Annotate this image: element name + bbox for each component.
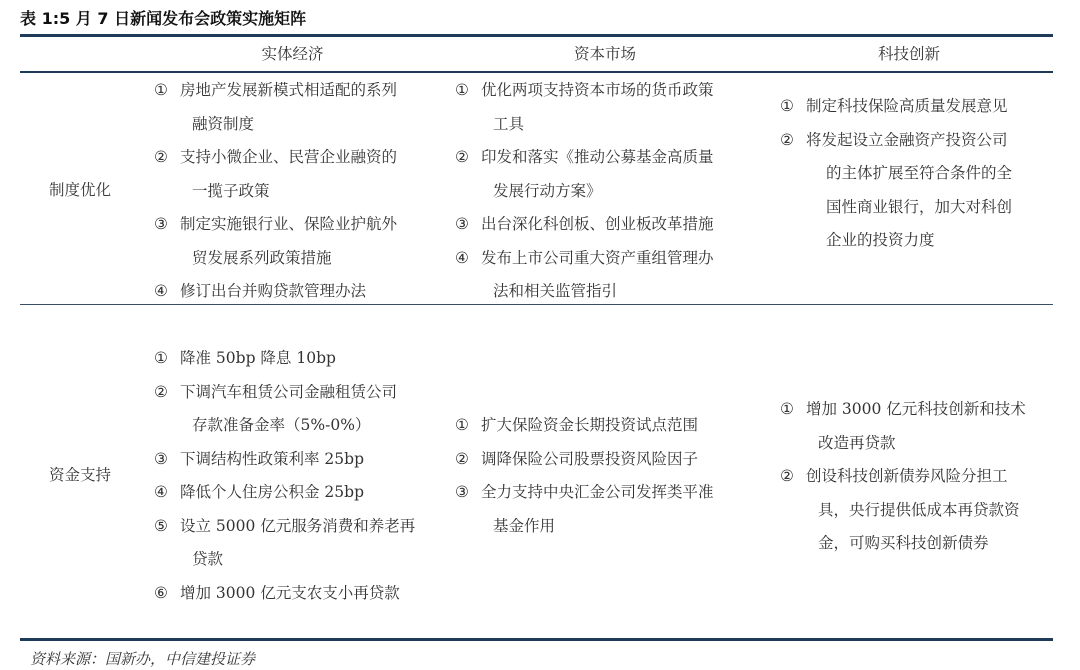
list-item [154, 208, 444, 275]
item-text-line: 将发起设立金融资产投资公司 [806, 130, 1008, 149]
list-item [455, 409, 760, 443]
item-text-line: 印发和落实《推动公募基金高质量 [481, 148, 714, 166]
item-number: ② [455, 148, 469, 166]
cell-institutional-capital-market [455, 74, 760, 309]
item-text-line: 一揽子政策 [192, 181, 270, 200]
list-item [780, 460, 1048, 561]
item-text-line: 的主体扩展至符合条件的全 [826, 164, 1013, 182]
item-text-line: 法和相关监管指引 [493, 282, 618, 300]
item-text-line: 调降保险公司股票投资风险因子 [481, 449, 699, 468]
item-number: ② [455, 449, 469, 468]
item-number: ⑤ [154, 516, 168, 535]
column-header-capital-market: 资本市场 [573, 45, 636, 63]
cell-institutional-tech-innovation [780, 90, 1045, 258]
item-text-line: 企业的投资力度 [826, 231, 935, 249]
item-text-line: 优化两项支持资本市场的货币政策 [481, 81, 714, 99]
list-item [154, 376, 444, 443]
item-text-line: 国性商业银行，加大对科创 [826, 197, 1013, 216]
list-item [780, 393, 1048, 460]
item-number: ① [455, 81, 469, 99]
list-item [154, 141, 444, 208]
item-text-line: 具，央行提供低成本再贷款资 [818, 500, 1020, 519]
item-number: ④ [455, 248, 469, 267]
item-number: ① [154, 349, 168, 367]
item-text-line: 全力支持中央汇金公司发挥类平准 [481, 483, 714, 501]
item-text-line: 出台深化科创板、创业板改革措施 [481, 215, 714, 233]
item-text-line: 房地产发展新模式相适配的系列 [180, 81, 398, 99]
item-number: ③ [455, 215, 469, 233]
item-number: ① [455, 416, 469, 434]
item-text-line: 修订出台并购贷款管理办法 [180, 282, 367, 300]
item-text-line: 工具 [493, 114, 525, 133]
item-text-line: 创设科技创新债券风险分担工 [806, 467, 1008, 485]
item-number: ③ [154, 449, 168, 468]
item-text-line: 下调结构性政策利率 25bp [180, 449, 364, 468]
list-item [455, 74, 760, 141]
item-number: ④ [154, 282, 168, 300]
item-text-line: 扩大保险资金长期投资试点范围 [481, 416, 699, 434]
item-text-line: 金，可购买科技创新债券 [818, 534, 989, 552]
item-number: ④ [154, 483, 168, 501]
list-item [154, 476, 444, 510]
cell-funding-tech-innovation [780, 393, 1048, 561]
source-note: 资料来源：国新办，中信建投证券 [30, 650, 256, 668]
list-item [455, 476, 760, 543]
row-label-funding-support: 资金支持 [48, 466, 111, 484]
table-title: 表 1:5 月 7 日新闻发布会政策实施矩阵 [20, 9, 307, 28]
table-bottom-rule [20, 638, 1053, 641]
cell-funding-capital-market [455, 409, 760, 543]
list-item [154, 342, 444, 376]
item-text-line: 贷款 [192, 550, 224, 568]
list-item [154, 74, 444, 141]
cell-institutional-real-economy [154, 74, 444, 309]
item-text-line: 降准 50bp 降息 10bp [180, 349, 336, 367]
item-text-line: 增加 3000 亿元支农支小再贷款 [180, 583, 400, 602]
item-text-line: 下调汽车租赁公司金融租赁公司 [180, 382, 398, 401]
header-rule [20, 71, 1053, 73]
item-number: ① [154, 81, 168, 99]
list-item [780, 90, 1045, 124]
item-number: ① [780, 400, 794, 418]
item-number: ② [154, 382, 168, 401]
item-text-line: 改造再贷款 [818, 433, 896, 452]
list-item [154, 577, 444, 611]
column-header-tech-innovation: 科技创新 [877, 45, 940, 63]
list-item [455, 141, 760, 208]
item-text-line: 发展行动方案》 [493, 181, 602, 200]
item-number: ② [780, 467, 794, 485]
item-text-line: 基金作用 [493, 516, 556, 535]
item-text-line: 增加 3000 亿元科技创新和技术 [806, 400, 1026, 418]
item-text-line: 制定科技保险高质量发展意见 [806, 97, 1008, 115]
item-text-line: 设立 5000 亿元服务消费和养老再 [180, 516, 416, 535]
item-text-line: 支持小微企业、民营企业融资的 [180, 148, 398, 166]
cell-funding-real-economy [154, 342, 444, 610]
item-number: ⑥ [154, 583, 168, 602]
column-header-real-economy: 实体经济 [261, 45, 324, 63]
item-text-line: 制定实施银行业、保险业护航外 [180, 215, 398, 233]
item-text-line: 发布上市公司重大资产重组管理办 [481, 248, 714, 267]
list-item [780, 124, 1045, 258]
item-number: ① [780, 97, 794, 115]
list-item [154, 510, 444, 577]
list-item [455, 208, 760, 242]
item-text-line: 融资制度 [192, 114, 255, 133]
item-text-line: 贸发展系列政策措施 [192, 248, 332, 267]
item-number: ③ [455, 483, 469, 501]
item-number: ③ [154, 215, 168, 233]
list-item [455, 242, 760, 309]
list-item [154, 443, 444, 477]
row-label-institutional-optimization: 制度优化 [48, 181, 111, 199]
list-item [455, 443, 760, 477]
item-text-line: 存款准备金率（5%-0%） [192, 416, 371, 434]
item-number: ② [780, 130, 794, 149]
item-text-line: 降低个人住房公积金 25bp [180, 483, 364, 501]
item-number: ② [154, 148, 168, 166]
row-divider [20, 304, 1053, 305]
